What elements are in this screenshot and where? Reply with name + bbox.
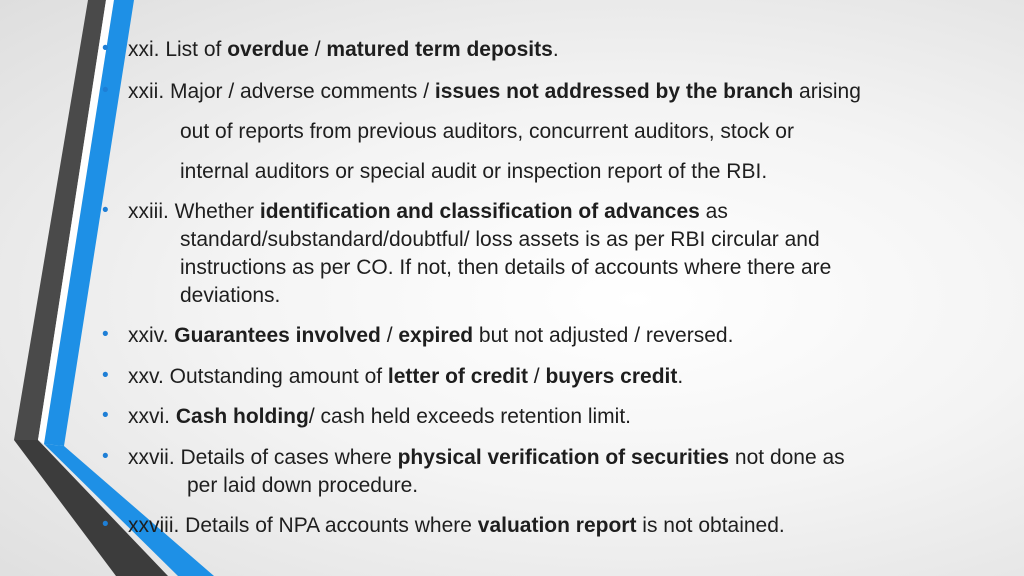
list-item-line bbox=[128, 365, 683, 389]
bold-phrase: matured term deposits bbox=[326, 38, 553, 61]
text-run: out of reports from previous auditors, concurrent auditors, stock or bbox=[180, 120, 794, 143]
list-item-line bbox=[128, 405, 631, 429]
text-run: xxvi. bbox=[128, 405, 176, 428]
text-run: standard/substandard/doubtful/ loss assets is as per RBI circular and bbox=[180, 228, 820, 251]
text-run: not done as bbox=[729, 446, 845, 469]
list-item-line bbox=[128, 324, 733, 348]
text-run: per laid down procedure. bbox=[187, 474, 419, 497]
list-item-line bbox=[180, 256, 831, 280]
text-run: xxi. List of bbox=[128, 38, 228, 61]
text-run: but not adjusted / reversed. bbox=[473, 324, 734, 347]
bullet-icon: • bbox=[102, 324, 109, 345]
list-item-line bbox=[180, 228, 820, 252]
list-item-line bbox=[180, 160, 767, 184]
list-item-line bbox=[128, 200, 728, 224]
text-run: . bbox=[677, 365, 684, 388]
text-run: / cash held exceeds retention limit. bbox=[308, 405, 632, 428]
bold-phrase: Guarantees involved bbox=[174, 324, 381, 347]
text-run: arising bbox=[793, 80, 861, 103]
list-item-line bbox=[180, 120, 794, 144]
text-run: . bbox=[552, 38, 559, 61]
list-item-line bbox=[128, 446, 845, 470]
bullet-icon: • bbox=[102, 38, 109, 59]
bullet-icon: • bbox=[102, 365, 109, 386]
text-run: / bbox=[380, 324, 399, 347]
list-item-line bbox=[128, 38, 559, 62]
text-run: deviations. bbox=[180, 284, 281, 307]
bullet-icon: • bbox=[102, 446, 109, 467]
text-run: / bbox=[308, 38, 327, 61]
list-item-line bbox=[128, 80, 861, 104]
bold-phrase: identification and classification of advances bbox=[259, 200, 700, 223]
text-run: xxiv. bbox=[128, 324, 175, 347]
bold-phrase: buyers credit bbox=[545, 365, 678, 388]
bullet-icon: • bbox=[102, 80, 109, 101]
bullet-icon: • bbox=[102, 200, 109, 221]
list-item-line bbox=[128, 514, 785, 538]
bold-phrase: Cash holding bbox=[175, 405, 309, 428]
bullet-icon: • bbox=[102, 514, 109, 535]
text-run: is not obtained. bbox=[636, 514, 785, 537]
list-item-line bbox=[180, 284, 280, 308]
text-run: xxvii. Details of cases where bbox=[128, 446, 398, 469]
text-run: instructions as per CO. If not, then details of accounts where there are bbox=[180, 256, 832, 279]
bold-phrase: valuation report bbox=[477, 514, 637, 537]
text-run: xxviii. Details of NPA accounts where bbox=[128, 514, 478, 537]
text-run: / bbox=[527, 365, 546, 388]
bold-phrase: overdue bbox=[227, 38, 309, 61]
bold-phrase: issues not addressed by the branch bbox=[434, 80, 794, 103]
bullet-icon: • bbox=[102, 405, 109, 426]
list-item-line bbox=[187, 474, 418, 498]
bold-phrase: physical verification of securities bbox=[397, 446, 730, 469]
text-run: as bbox=[699, 200, 728, 223]
text-run: xxiii. Whether bbox=[128, 200, 260, 223]
bold-phrase: letter of credit bbox=[387, 365, 528, 388]
bold-phrase: expired bbox=[398, 324, 474, 347]
text-run: xxv. Outstanding amount of bbox=[128, 365, 388, 388]
text-run: xxii. Major / adverse comments / bbox=[128, 80, 435, 103]
text-run: internal auditors or special audit or inspection report of the RBI. bbox=[180, 160, 768, 183]
